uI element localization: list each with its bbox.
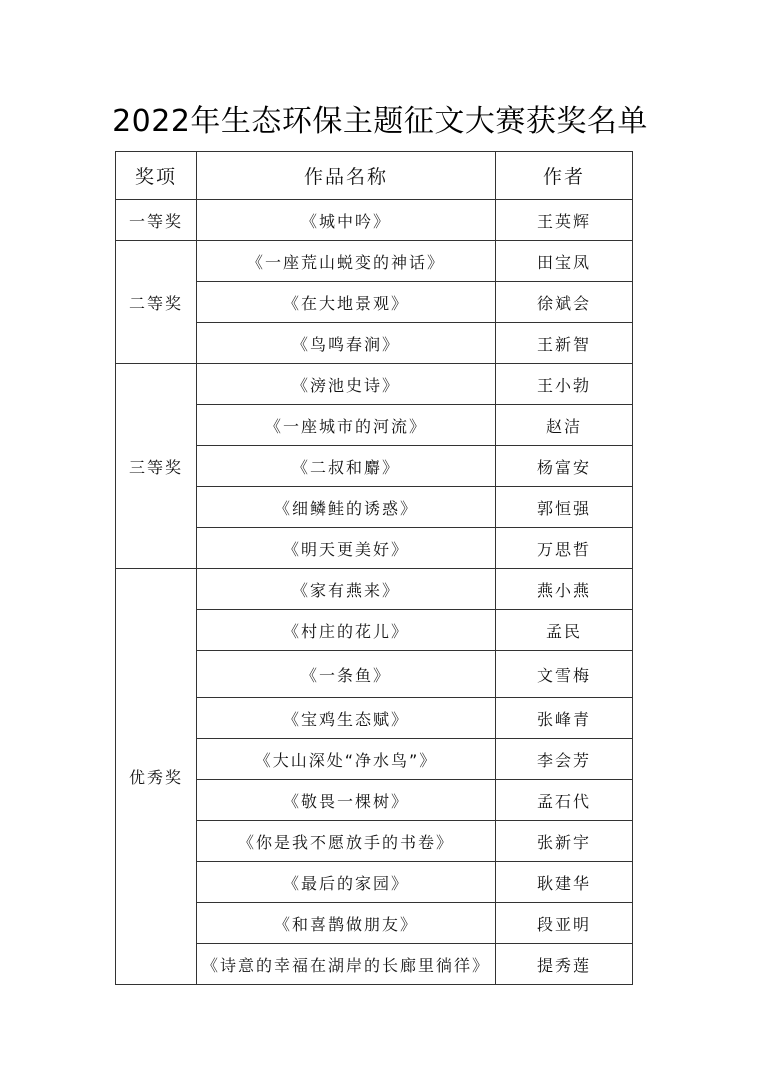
header-work: 作品名称 (197, 152, 496, 200)
author-name: 田宝凤 (496, 241, 633, 282)
work-title: 《大山深处“净水鸟”》 (197, 739, 496, 780)
table-header-row (116, 152, 633, 200)
work-title: 《一座荒山蜕变的神话》 (197, 241, 496, 282)
work-title: 《明天更美好》 (197, 528, 496, 569)
work-title: 《城中吟》 (197, 200, 496, 241)
author-name: 文雪梅 (496, 651, 633, 698)
award-category: 二等奖 (116, 241, 197, 364)
author-name: 燕小燕 (496, 569, 633, 610)
work-title: 《细鳞鲑的诱惑》 (197, 487, 496, 528)
work-title: 《最后的家园》 (197, 862, 496, 903)
awards-table (115, 151, 633, 985)
author-name: 提秀莲 (496, 944, 633, 985)
work-title: 《你是我不愿放手的书卷》 (197, 821, 496, 862)
author-name: 孟民 (496, 610, 633, 651)
work-title: 《鸟鸣春涧》 (197, 323, 496, 364)
work-title: 《敬畏一棵树》 (197, 780, 496, 821)
author-name: 张峰青 (496, 698, 633, 739)
author-name: 王小勃 (496, 364, 633, 405)
table-row (116, 200, 633, 241)
author-name: 赵洁 (496, 405, 633, 446)
work-title: 《一座城市的河流》 (197, 405, 496, 446)
author-name: 王新智 (496, 323, 633, 364)
work-title: 《一条鱼》 (197, 651, 496, 698)
author-name: 孟石代 (496, 780, 633, 821)
award-category: 三等奖 (116, 364, 197, 569)
author-name: 王英辉 (496, 200, 633, 241)
work-title: 《和喜鹊做朋友》 (197, 903, 496, 944)
work-title: 《家有燕来》 (197, 569, 496, 610)
page-title: 2022年生态环保主题征文大赛获奖名单 (112, 104, 648, 139)
table-row (116, 241, 633, 282)
work-title: 《诗意的幸福在湖岸的长廊里徜徉》 (197, 944, 496, 985)
author-name: 杨富安 (496, 446, 633, 487)
work-title: 《在大地景观》 (197, 282, 496, 323)
author-name: 耿建华 (496, 862, 633, 903)
header-author: 作者 (496, 152, 633, 200)
header-category: 奖项 (116, 152, 197, 200)
author-name: 李会芳 (496, 739, 633, 780)
author-name: 徐斌会 (496, 282, 633, 323)
table-row (116, 364, 633, 405)
author-name: 郭恒强 (496, 487, 633, 528)
table-row (116, 569, 633, 610)
work-title: 《滂池史诗》 (197, 364, 496, 405)
author-name: 张新宇 (496, 821, 633, 862)
author-name: 段亚明 (496, 903, 633, 944)
award-category: 一等奖 (116, 200, 197, 241)
award-category: 优秀奖 (116, 569, 197, 985)
work-title: 《宝鸡生态赋》 (197, 698, 496, 739)
work-title: 《村庄的花儿》 (197, 610, 496, 651)
work-title: 《二叔和麝》 (197, 446, 496, 487)
author-name: 万思哲 (496, 528, 633, 569)
